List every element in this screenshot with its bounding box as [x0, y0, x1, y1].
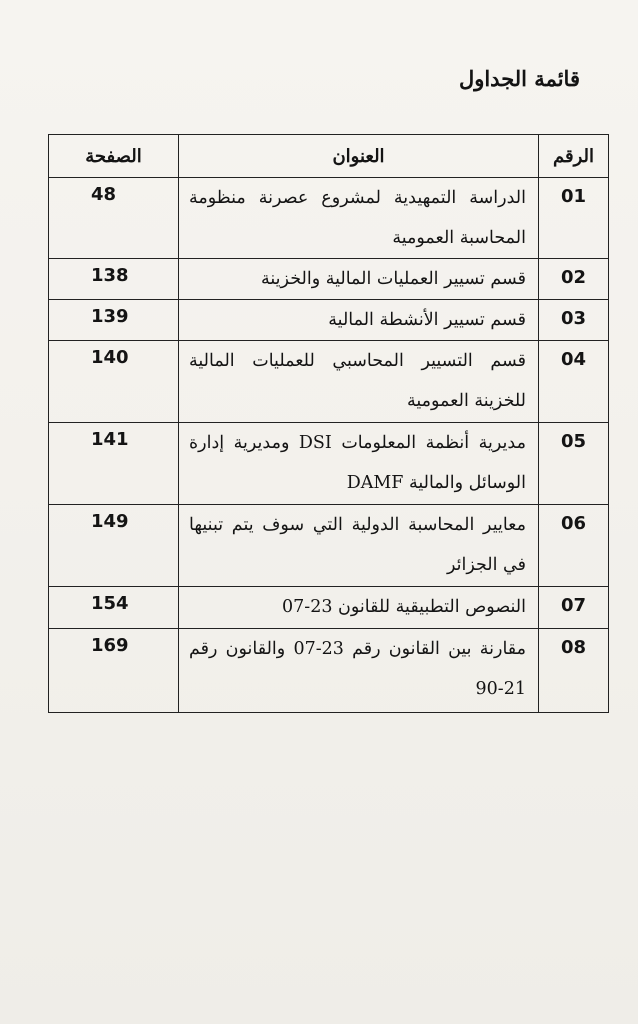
row-title: مقارنة بين القانون رقم 23-07 والقانون رقم 21-90 — [179, 629, 539, 713]
row-title: مديرية أنظمة المعلومات DSI ومديرية إدارة الوسائل والمالية DAMF — [179, 423, 539, 505]
row-page: 169 — [49, 629, 179, 713]
row-number: 03 — [539, 300, 609, 341]
row-title: قسم التسيير المحاسبي للعمليات المالية للخزينة العمومية — [179, 341, 539, 423]
row-number: 08 — [539, 629, 609, 713]
row-title: معايير المحاسبة الدولية التي سوف يتم تبنيها في الجزائر — [179, 505, 539, 587]
table-row — [49, 629, 609, 713]
header-page: الصفحة — [49, 135, 179, 178]
table-row — [49, 423, 609, 505]
header-title: العنوان — [179, 135, 539, 178]
row-title: قسم تسيير الأنشطة المالية — [179, 300, 539, 341]
row-title: النصوص التطبيقية للقانون 23-07 — [179, 587, 539, 629]
table-row — [49, 178, 609, 259]
table-row — [49, 505, 609, 587]
row-page: 139 — [49, 300, 179, 341]
row-page: 138 — [49, 259, 179, 300]
row-page: 149 — [49, 505, 179, 587]
row-number: 04 — [539, 341, 609, 423]
row-page: 140 — [49, 341, 179, 423]
row-page: 154 — [49, 587, 179, 629]
table-row — [49, 587, 609, 629]
row-page: 141 — [49, 423, 179, 505]
header-number: الرقم — [539, 135, 609, 178]
row-number: 05 — [539, 423, 609, 505]
row-title: قسم تسيير العمليات المالية والخزينة — [179, 259, 539, 300]
table-header-row — [49, 135, 609, 178]
row-number: 07 — [539, 587, 609, 629]
tables-index-table — [48, 134, 609, 713]
row-number: 06 — [539, 505, 609, 587]
list-of-tables-heading: قائمة الجداول — [458, 66, 580, 91]
table-row — [49, 259, 609, 300]
table-row — [49, 341, 609, 423]
row-number: 01 — [539, 178, 609, 259]
row-number: 02 — [539, 259, 609, 300]
row-page: 48 — [49, 178, 179, 259]
table-row — [49, 300, 609, 341]
row-title: الدراسة التمهيدية لمشروع عصرنة منظومة المحاسبة العمومية — [179, 178, 539, 259]
